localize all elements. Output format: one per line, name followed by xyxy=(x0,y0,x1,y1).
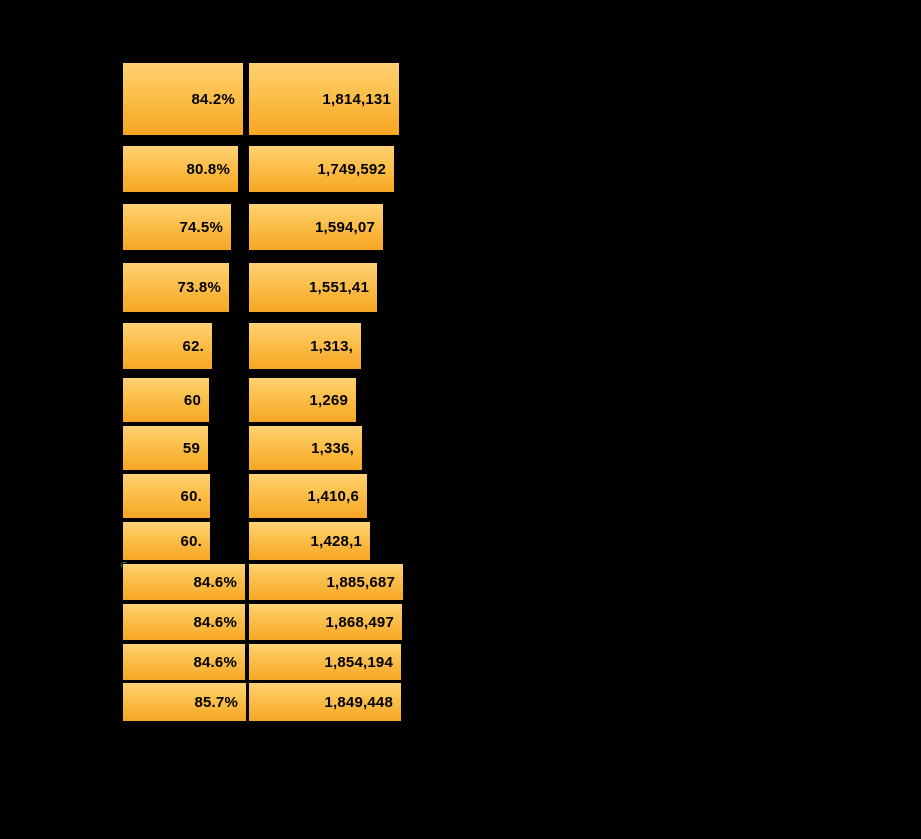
percent-bar xyxy=(122,682,247,722)
count-bar-label: 1,336, xyxy=(311,439,354,457)
count-bar-label: 1,594,07 xyxy=(315,218,375,236)
percent-bar-label: 84.6% xyxy=(193,653,237,671)
count-bar xyxy=(248,322,362,370)
count-bar-label: 1,269 xyxy=(309,391,348,409)
percent-bar xyxy=(122,377,210,423)
count-bar-label: 1,885,687 xyxy=(326,573,395,591)
percent-bar-label: 74.5% xyxy=(179,218,223,236)
percent-bar-label: 84.6% xyxy=(193,613,237,631)
percent-bar xyxy=(122,521,211,561)
percent-bar-label: 73.8% xyxy=(177,279,221,296)
percent-bar xyxy=(122,425,209,471)
count-bar xyxy=(248,145,395,193)
percent-bar-label: 80.8% xyxy=(186,160,230,178)
percent-bar-label: 85.7% xyxy=(194,693,238,711)
percent-bar xyxy=(122,322,213,370)
count-bar xyxy=(248,563,404,601)
percent-bar xyxy=(122,62,244,136)
percent-bar-label: 60. xyxy=(180,532,202,550)
percent-bar xyxy=(122,262,230,313)
percent-bar-label: 59 xyxy=(182,439,200,457)
count-bar xyxy=(248,473,368,519)
count-bar-label: 1,849,448 xyxy=(324,693,393,711)
count-bar xyxy=(248,521,371,561)
percent-bar-label: 84.6% xyxy=(193,573,237,591)
count-bar xyxy=(248,425,363,471)
percent-bar xyxy=(122,203,232,251)
count-bar xyxy=(248,643,402,681)
count-bar-label: 1,313, xyxy=(310,337,353,355)
count-bar xyxy=(248,377,357,423)
percent-bar xyxy=(122,603,246,641)
count-bar xyxy=(248,682,402,722)
count-bar-label: 1,854,194 xyxy=(324,653,393,671)
percent-bar xyxy=(122,563,246,601)
count-bar xyxy=(248,62,400,136)
percent-bar xyxy=(122,473,211,519)
percent-bar-label: 60. xyxy=(180,487,202,505)
count-bar xyxy=(248,603,403,641)
percent-bar-label: 84.2% xyxy=(191,90,235,108)
count-bar-label: 1,868,497 xyxy=(325,613,394,631)
count-bar-label: 1,428,1 xyxy=(310,532,362,550)
count-bar xyxy=(248,262,378,313)
percent-bar xyxy=(122,145,239,193)
count-bar-label: 1,814,131 xyxy=(322,90,391,108)
count-bar xyxy=(248,203,384,251)
percent-bar-label: 60 xyxy=(183,391,201,409)
count-bar-label: 1,551,41 xyxy=(309,279,369,296)
percent-bar xyxy=(122,643,246,681)
count-bar-label: 1,749,592 xyxy=(317,160,386,178)
percent-bar-label: 62. xyxy=(182,337,204,355)
count-bar-label: 1,410,6 xyxy=(307,487,359,505)
